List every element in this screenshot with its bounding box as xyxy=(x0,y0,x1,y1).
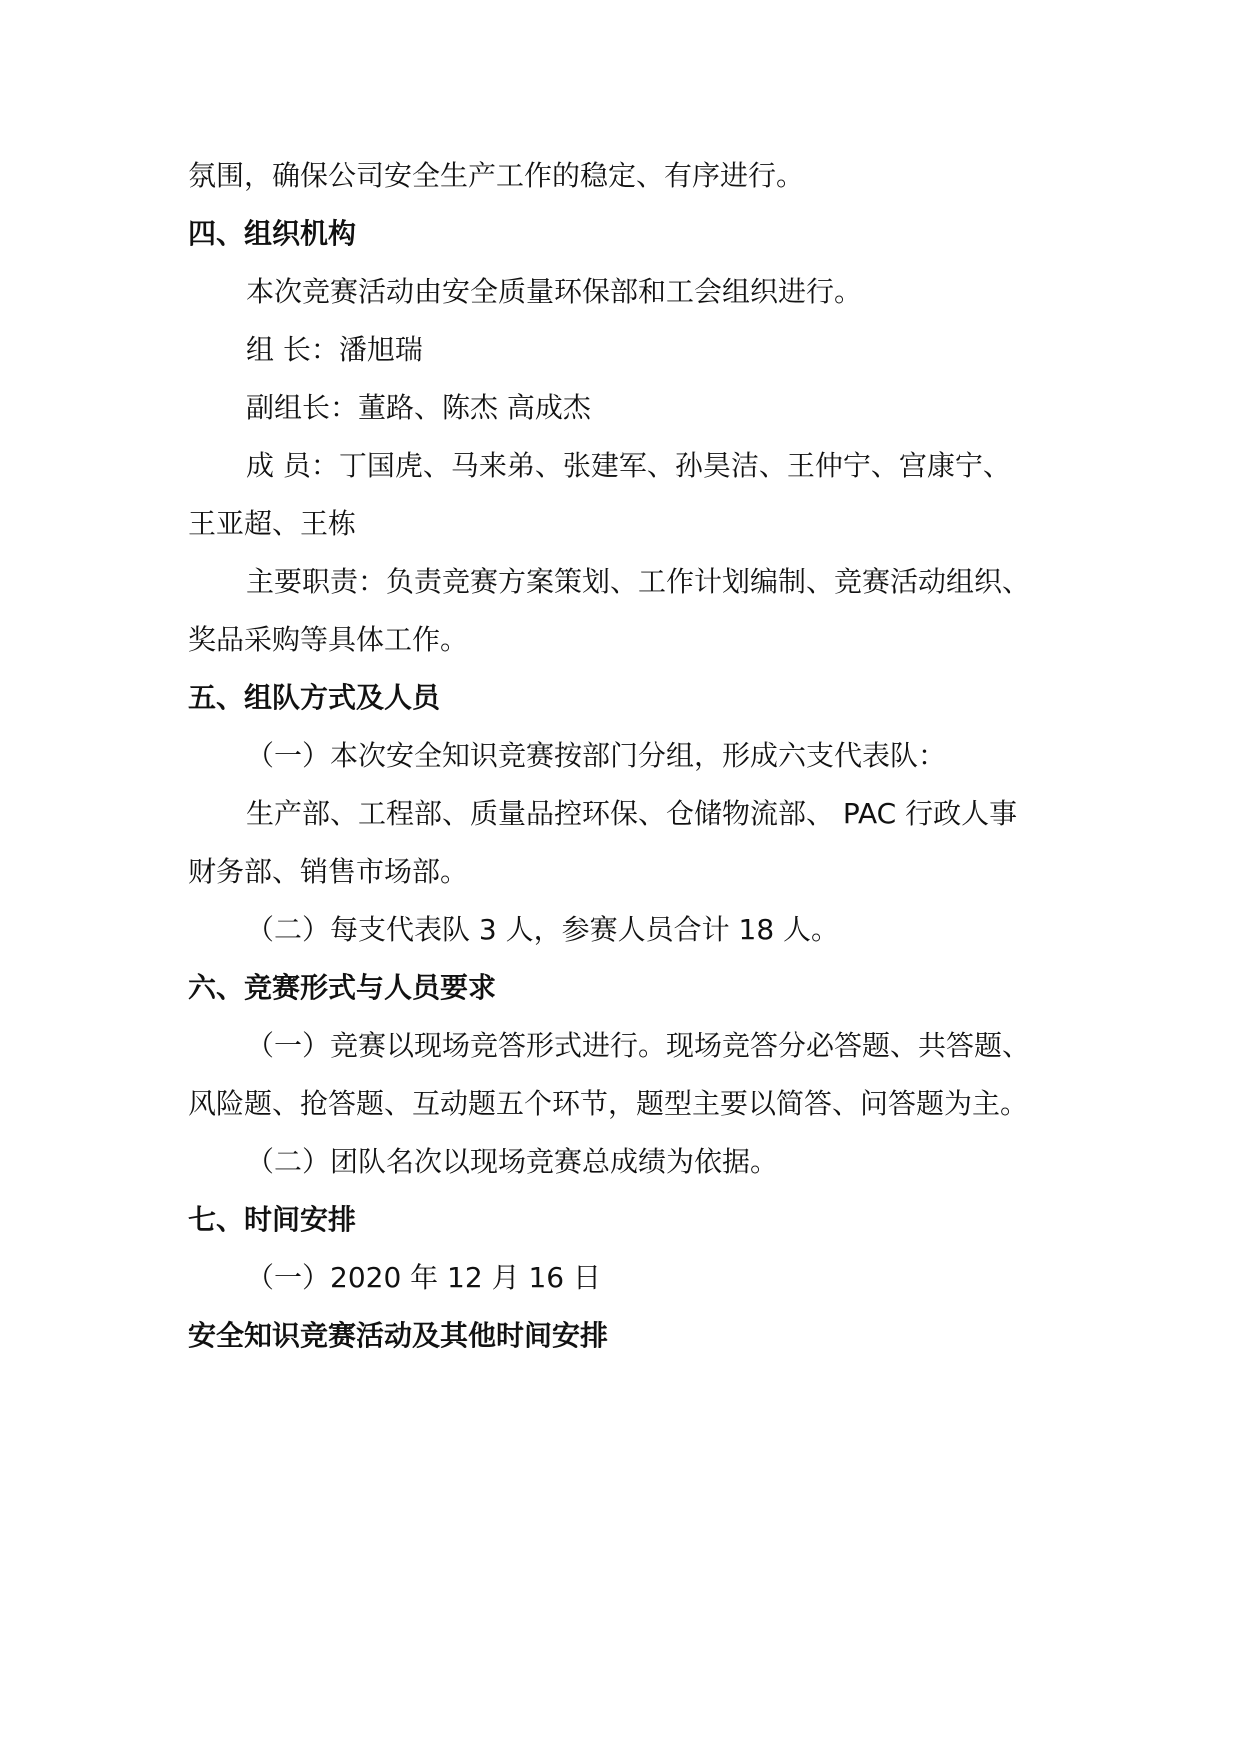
paragraph-line: 氛围，确保公司安全生产工作的稳定、有序进行。 xyxy=(188,159,805,192)
paragraph-line: 本次竞赛活动由安全质量环保部和工会组织进行。 xyxy=(246,275,863,308)
duties-line-continued: 奖品采购等具体工作。 xyxy=(188,623,469,656)
subsection-heading-schedule: 安全知识竞赛活动及其他时间安排 xyxy=(188,1319,609,1352)
department-list-line: 生产部、工程部、质量品控环保、仓储物流部、 PAC 行政人事 xyxy=(246,797,1018,830)
deputy-leader-line: 副组长：董路、陈杰 高成杰 xyxy=(246,391,591,424)
paragraph-line-continued: 风险题、抢答题、互动题五个环节，题型主要以简答、问答题为主。 xyxy=(188,1087,1029,1120)
paragraph-line: （二）每支代表队 3 人，参赛人员合计 18 人。 xyxy=(246,913,840,946)
leader-line: 组 长：潘旭瑞 xyxy=(246,333,423,366)
paragraph-line: （一）竞赛以现场竞答形式进行。现场竞答分必答题、共答题、 xyxy=(246,1029,1031,1062)
department-list-line-continued: 财务部、销售市场部。 xyxy=(188,855,469,888)
section-heading-format: 六、竞赛形式与人员要求 xyxy=(188,971,497,1004)
section-heading-schedule: 七、时间安排 xyxy=(188,1203,357,1236)
section-heading-organization: 四、组织机构 xyxy=(188,217,357,250)
members-line-continued: 王亚超、王栋 xyxy=(188,507,357,540)
section-heading-teams: 五、组队方式及人员 xyxy=(188,681,441,714)
paragraph-line: （一）本次安全知识竞赛按部门分组，形成六支代表队： xyxy=(246,739,947,772)
members-line: 成 员：丁国虎、马来弟、张建军、孙昊洁、王仲宁、宫康宁、 xyxy=(246,449,1011,482)
paragraph-line: （二）团队名次以现场竞赛总成绩为依据。 xyxy=(246,1145,779,1178)
duties-line: 主要职责：负责竞赛方案策划、工作计划编制、竞赛活动组织、 xyxy=(246,565,1031,598)
schedule-date-line: （一）2020 年 12 月 16 日 xyxy=(246,1261,602,1294)
